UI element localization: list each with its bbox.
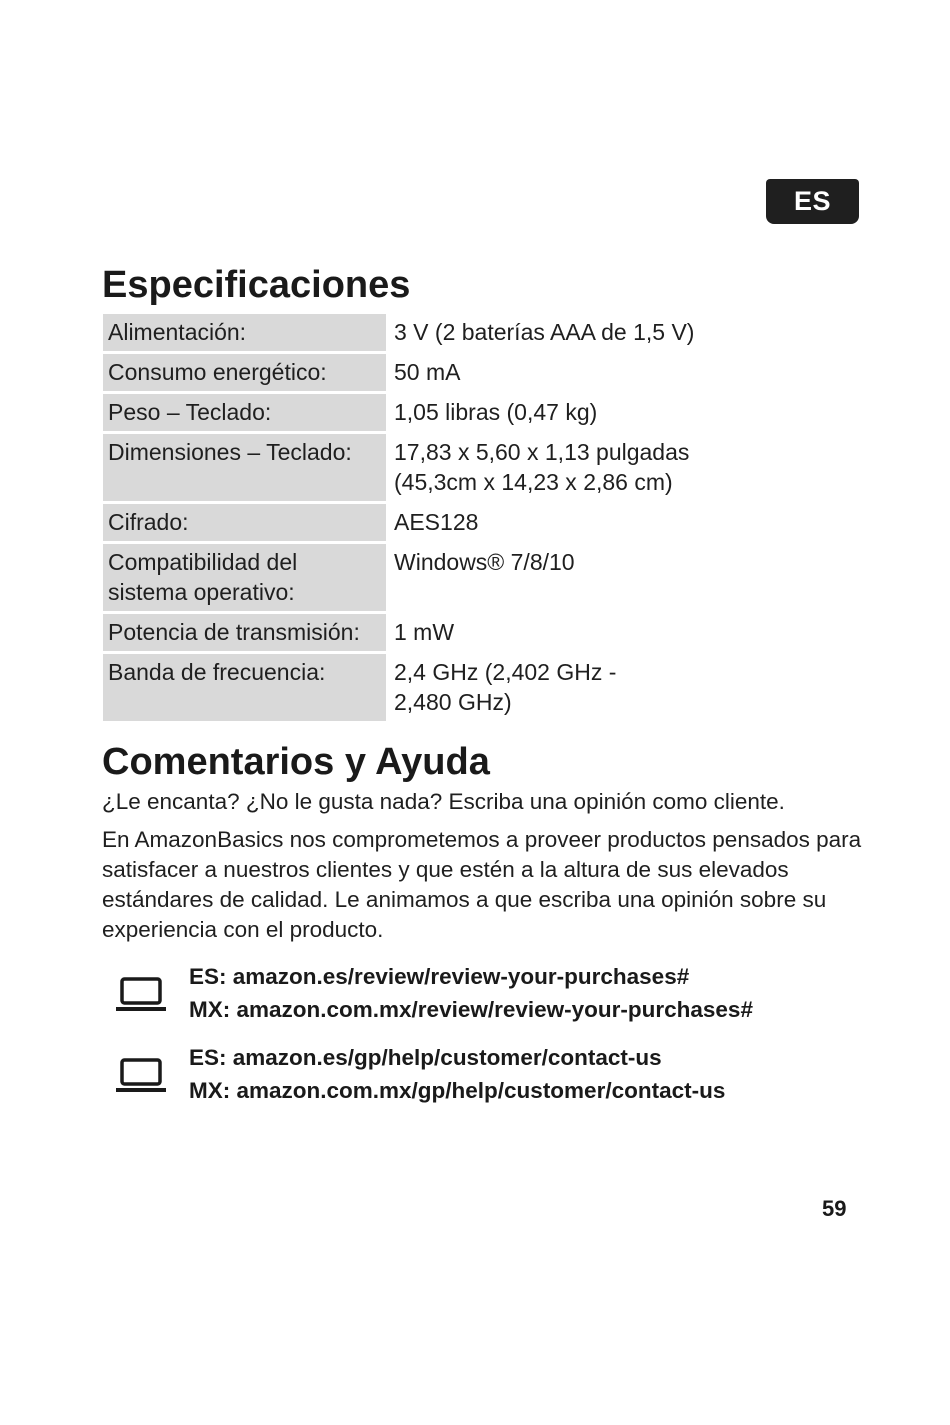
specifications-heading: Especificaciones [102, 264, 411, 306]
spec-value [388, 503, 760, 543]
spec-value [388, 543, 760, 613]
spec-value-line: Windows® 7/8/10 [394, 549, 575, 575]
spec-row [103, 353, 759, 393]
language-tab: ES [766, 179, 859, 224]
spec-row [103, 393, 759, 433]
spec-label: Peso – Teclado: [103, 393, 388, 433]
laptop-icon [116, 1057, 166, 1097]
page-number: 59 [822, 1196, 847, 1221]
spec-value-line: 2,4 GHz (2,402 GHz - [394, 659, 617, 685]
feedback-heading: Comentarios y Ayuda [102, 741, 490, 783]
spec-value [388, 653, 760, 723]
spec-value-line: (45,3cm x 14,23 x 2,86 cm) [394, 469, 673, 495]
spec-value-line: 50 mA [394, 359, 461, 385]
spec-value-line: 1,05 libras (0,47 kg) [394, 399, 598, 425]
spec-label: Banda de frecuencia: [103, 653, 388, 723]
spec-value-line: 1 mW [394, 619, 455, 645]
spec-value-line: 17,83 x 5,60 x 1,13 pulgadas [394, 439, 690, 465]
spec-value [388, 433, 760, 503]
spec-value [388, 613, 760, 653]
spec-value [388, 314, 760, 353]
spec-row [103, 653, 759, 723]
spec-label: Potencia de transmisión: [103, 613, 388, 653]
feedback-intro: ¿Le encanta? ¿No le gusta nada? Escriba una opinión como cliente. [102, 789, 785, 814]
spec-row [103, 314, 759, 353]
spec-label: Consumo energético: [103, 353, 388, 393]
review-link-mx[interactable]: MX: amazon.com.mx/review/review-your-purchases# [189, 997, 753, 1022]
specifications-table [103, 314, 759, 724]
review-link-group [112, 962, 852, 1028]
contact-link-mx[interactable]: MX: amazon.com.mx/gp/help/customer/contact-us [189, 1078, 726, 1103]
spec-label: Cifrado: [103, 503, 388, 543]
spec-label: Alimentación: [103, 314, 388, 353]
spec-value [388, 393, 760, 433]
feedback-body: En AmazonBasics nos comprometemos a proveer productos pensados para satisfacer a nuestros clientes y que estén a la altura de sus elevados estándares de calidad. Le animamos a que escriba una opinión sobre su experiencia con el producto. [102, 827, 862, 942]
laptop-icon [116, 976, 166, 1016]
spec-label: Dimensiones – Teclado: [103, 433, 388, 503]
review-link-es[interactable]: ES: amazon.es/review/review-your-purchases# [189, 964, 690, 989]
spec-value-line: 3 V (2 baterías AAA de 1,5 V) [394, 319, 695, 345]
spec-value [388, 353, 760, 393]
spec-row [103, 433, 759, 503]
spec-row [103, 503, 759, 543]
spec-value-line: 2,480 GHz) [394, 689, 512, 715]
spec-label: Compatibilidad del sistema operativo: [103, 543, 388, 613]
spec-row [103, 613, 759, 653]
spec-value-line: AES128 [394, 509, 479, 535]
contact-link-es[interactable]: ES: amazon.es/gp/help/customer/contact-us [189, 1045, 662, 1070]
contact-link-group [112, 1043, 852, 1109]
spec-row [103, 543, 759, 613]
